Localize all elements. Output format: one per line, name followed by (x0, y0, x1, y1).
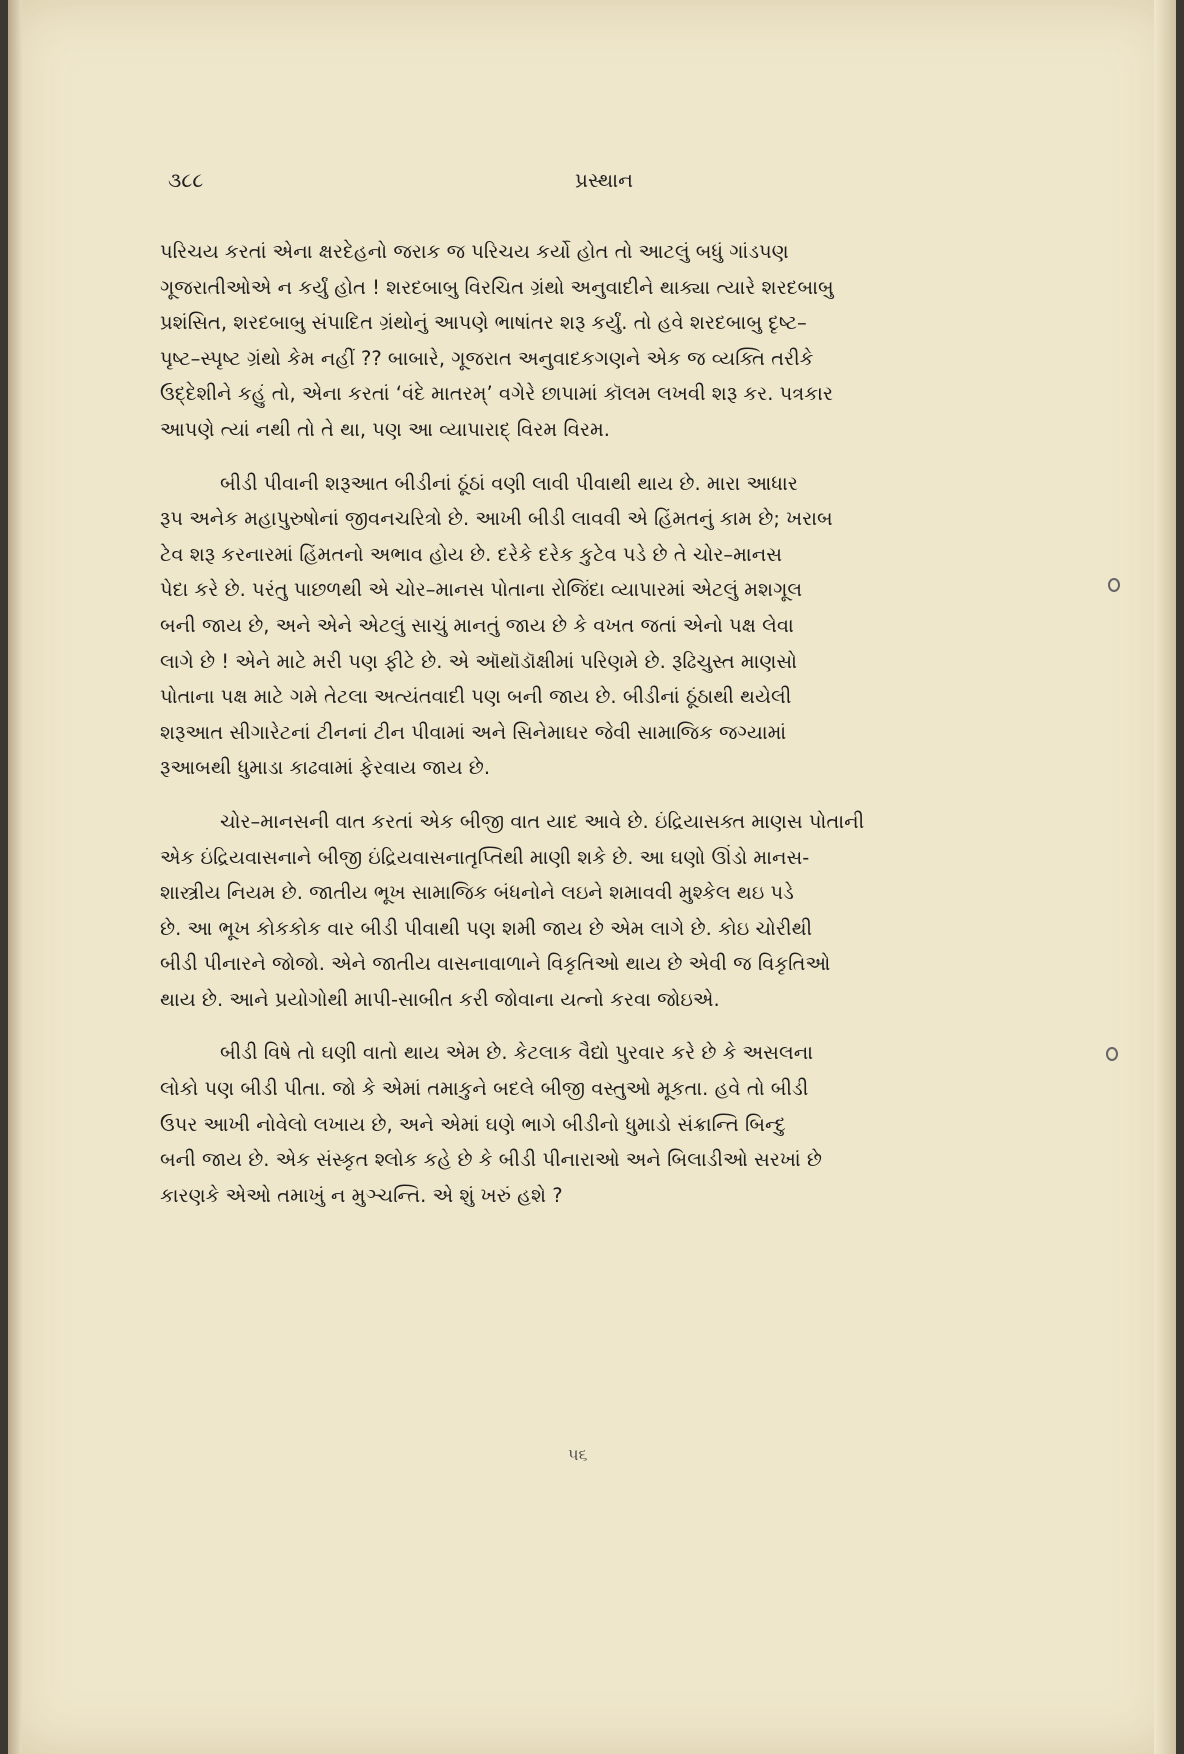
page-right-edge (1154, 0, 1176, 1754)
text-line: ટેવ શરૂ કરનારમાં હિંમતનો અભાવ હોય છે. દરેકે દરેક કુટેવ પડે છે તે ચોર–માનસ (160, 542, 783, 566)
text-line: ચોર–માનસની વાત કરતાં એક બીજી વાત યાદ આવે છે. ઇંદ્રિયાસક્ત માણસ પોતાની (220, 809, 865, 833)
text-line: કારણકે એઓ તમાખું ન મુઞ્ચન્તિ. એ શું ખરું હશે ? (160, 1183, 563, 1207)
paragraph-4 (160, 1035, 1056, 1213)
text-line: પોતાના પક્ષ માટે ગમે તેટલા અત્યંતવાદી પણ બની જાય છે. બીડીનાં ઠૂંઠાથી થયેલી (160, 685, 792, 709)
text-line: થાય છે. આને પ્રયોગોથી માપી-સાબીત કરી જોવાના યત્નો કરવા જોઇએ. (160, 987, 720, 1011)
text-line: આપણે ત્યાં નથી તો તે થા, પણ આ વ્યાપારાદ્ વિરમ વિરમ. (160, 417, 610, 441)
text-line: બીડી પીનારને જોજો. એને જાતીય વાસનાવાળાને વિકૃતિઓ થાય છે એવી જ વિકૃતિઓ (160, 952, 831, 976)
text-line: લોકો પણ બીડી પીતા. જો કે એમાં તમાકુને બદલે બીજી વસ્તુઓ મૂકતા. હવે તો બીડી (160, 1077, 809, 1101)
signature-mark: ૫૬ (568, 1445, 588, 1464)
text-line: પરિચય કરતાં એના ક્ષરદેહનો જરાક જ પરિચય કર્યો હોત તો આટલું બધું ગાંડપણ (160, 240, 789, 263)
text-line: ઉપર આખી નોવેલો લખાય છે, અને એમાં ઘણે ભાગે બીડીનો ધુમાડો સંક્રાન્તિ બિન્દુ (160, 1112, 786, 1136)
paragraph-3 (160, 804, 1056, 1018)
text-line: ગૂજરાતીઓએ ન કર્યું હોત ! શરદબાબુ વિરચિત ગ્રંથો અનુવાદીને થાક્યા ત્યારે શરદબાબુ (160, 275, 834, 299)
text-line: બીડી વિષે તો ઘણી વાતો થાય એમ છે. કેટલાક વૈદ્યો પુરવાર કરે છે કે અસલના (220, 1041, 814, 1065)
text-line: રૂપ અનેક મહાપુરુષોનાં જીવનચરિત્રો છે. આખી બીડી લાવવી એ હિંમતનું કામ છે; ખરાબ (160, 507, 833, 531)
text-line: ઉદ્દેશીને કહું તો, એના કરતાં ‘વંદે માતરમ્’ વગેરે છાપામાં કૉલમ લખવી શરૂ કર. પત્રકાર (160, 382, 833, 406)
paragraph-1 (160, 234, 1056, 448)
text-line: એક ઇંદ્રિયવાસનાને બીજી ઇંદ્રિયવાસનાતૃપ્તિથી માણી શકે છે. આ ઘણો ઊંડો માનસ- (160, 845, 810, 869)
running-title: પ્રસ્થાન (574, 168, 634, 192)
page-number: ૩૮૮ (168, 168, 204, 192)
binding-hole-mark (1106, 1047, 1118, 1061)
text-line: છે. આ ભૂખ કોકકોક વાર બીડી પીવાથી પણ શમી જાય છે એમ લાગે છે. કોઇ ચોરીથી (160, 916, 813, 940)
text-line: બીડી પીવાની શરૂઆત બીડીનાં ઠૂંઠાં વણી લાવી પીવાથી થાય છે. મારા આધાર (220, 471, 798, 495)
text-line: પૃષ્ટ–સ્પૃષ્ટ ગ્રંથો કેમ નહીં ?? બાબારે, ગૂજરાત અનુવાદકગણને એક જ વ્યક્તિ તરીકે (160, 346, 814, 370)
text-line: શાસ્ત્રીય નિયમ છે. જાતીય ભૂખ સામાજિક બંધનોને લઇને શમાવવી મુશ્કેલ થઇ પડે (160, 881, 794, 905)
binding-hole-mark (1108, 578, 1120, 592)
text-line: બની જાય છે. એક સંસ્કૃત શ્લોક કહે છે કે બીડી પીનારાઓ અને બિલાડીઓ સરખાં છે (160, 1148, 822, 1172)
text-line: બની જાય છે, અને એને એટલું સાચું માનતું જાય છે કે વખત જતાં એનો પક્ષ લેવા (160, 613, 794, 637)
text-line: શરૂઆત સીગારેટનાં ટીનનાં ટીન પીવામાં અને સિનેમાઘર જેવી સામાજિક જગ્યામાં (160, 720, 787, 744)
page-body (160, 234, 1056, 1231)
paragraph-2 (160, 466, 1056, 786)
text-line: પેદા કરે છે. પરંતુ પાછળથી એ ચોર–માનસ પોતાના રોજિંદા વ્યાપારમાં એટલું મશગૂલ (160, 578, 803, 602)
page-header (160, 168, 1048, 204)
text-line: રૂઆબથી ધુમાડા કાઢવામાં ફેરવાય જાય છે. (160, 756, 491, 780)
text-line: પ્રશંસિત, શરદબાબુ સંપાદિત ગ્રંથોનું આપણે ભાષાંતર શરૂ કર્યું. તો હવે શરદબાબુ દૃષ્ટ– (160, 311, 807, 335)
book-page (8, 0, 1176, 1754)
text-line: લાગે છે ! એને માટે મરી પણ ફીટે છે. એ ઑથૉડૉક્ષીમાં પરિણમે છે. રૂઢિચુસ્ત માણસો (160, 649, 798, 673)
page-left-edge (8, 0, 22, 1754)
